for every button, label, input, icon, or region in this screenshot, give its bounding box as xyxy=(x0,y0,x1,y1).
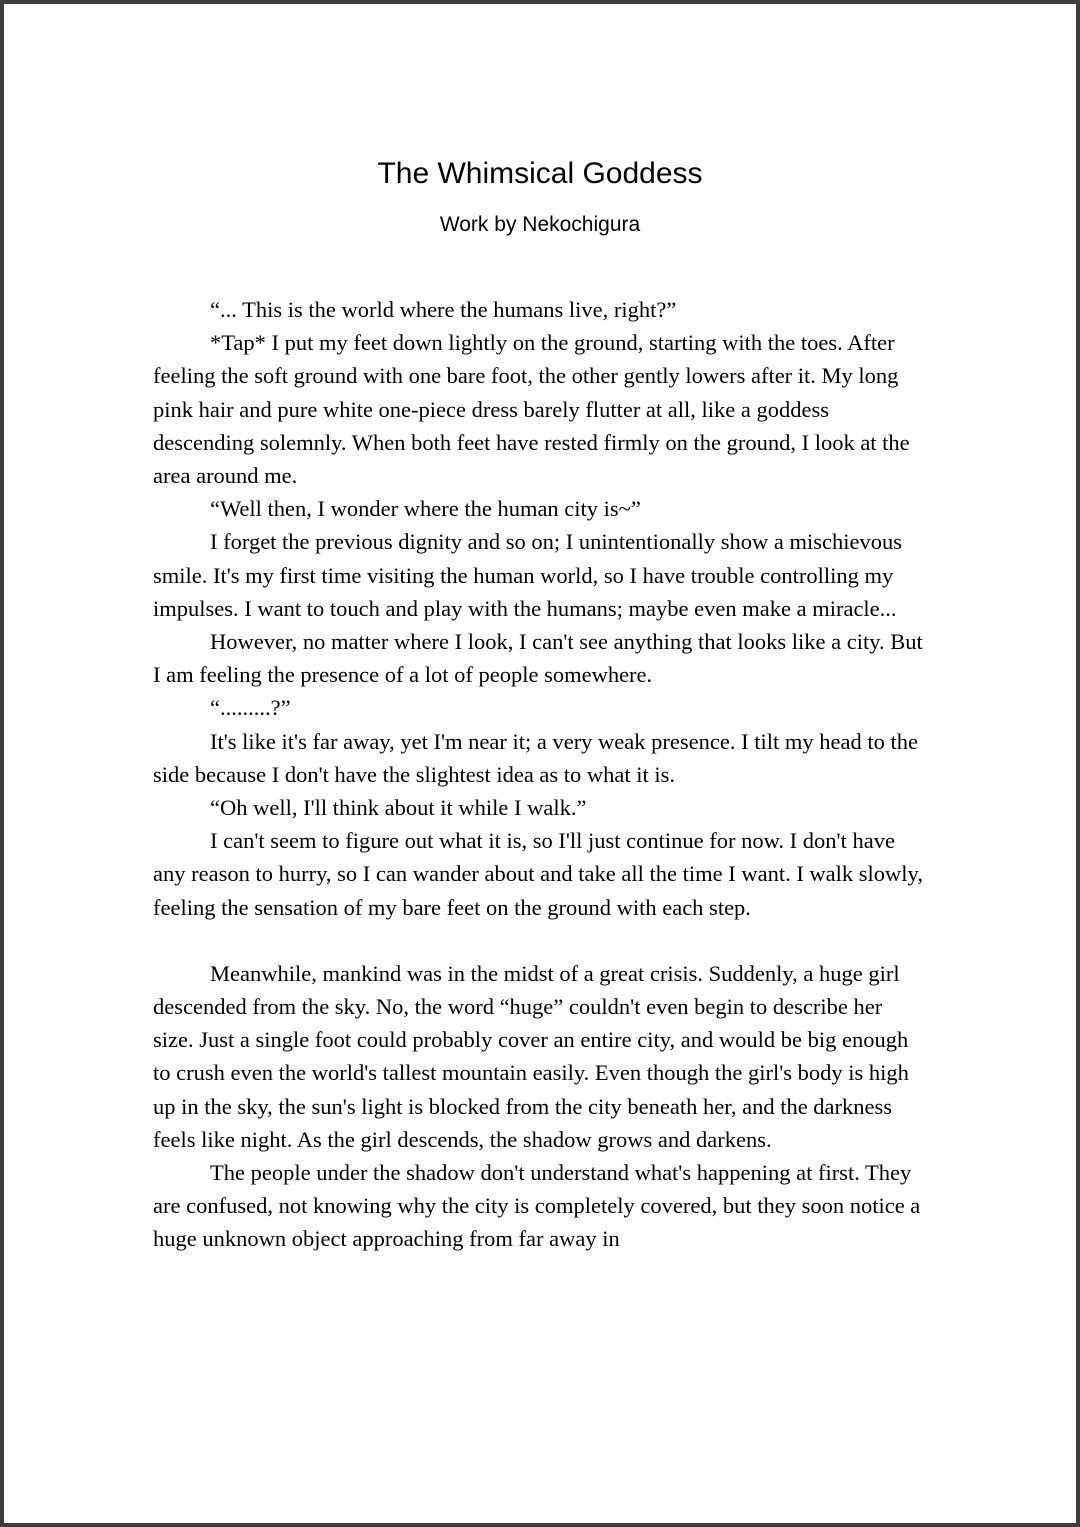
story-paragraph: “.........?” xyxy=(210,695,291,721)
story-paragraph: I can't seem to figure out what it is, so I'll just continue for now. I don't have any reason to hurry, so I can wander about and take all the time I want. I walk slowly, feeling the sensation of my bare feet on the ground with each step. xyxy=(153,828,923,920)
story-paragraph: “Oh well, I'll think about it while I walk.” xyxy=(210,795,587,821)
story-paragraph: Meanwhile, mankind was in the midst of a great crisis. Suddenly, a huge girl descended from the sky. No, the word “huge” couldn't even begin to describe her size. Just a single foot could probably cover an entire city, and would be big enough to crush even the world's tallest mountain easily. Even though the girl's body is high up in the sky, the sun's light is blocked from the city beneath her, and the darkness feels like night. As the girl descends, the shadow grows and darkens. xyxy=(153,960,909,1152)
story-paragraph: It's like it's far away, yet I'm near it; a very weak presence. I tilt my head to the side because I don't have the slightest idea as to what it is. xyxy=(153,728,918,787)
story-paragraph: *Tap* I put my feet down lightly on the ground, starting with the toes. After feeling the soft ground with one bare foot, the other gently lowers after it. My long pink hair and pure white one-piece dress barely flutter at all, like a goddess descending solemnly. When both feet have rested firmly on the ground, I look at the area around me. xyxy=(153,330,910,489)
byline: Work by Nekochigura xyxy=(439,213,641,236)
page-title: The Whimsical Goddess xyxy=(377,157,703,190)
story-paragraph: I forget the previous dignity and so on; I unintentionally show a mischievous smile. It's my first time visiting the human world, so I have trouble controlling my impulses. I want to touch and play with the humans; maybe even make a miracle... xyxy=(153,529,902,621)
story-paragraph: “Well then, I wonder where the human city is~” xyxy=(210,496,641,522)
story-paragraph: “... This is the world where the humans live, right?” xyxy=(210,297,677,322)
story-paragraph: However, no matter where I look, I can't see anything that looks like a city. But I am feeling the presence of a lot of people somewhere. xyxy=(153,629,923,688)
story-body xyxy=(153,293,926,1256)
story-paragraph: The people under the shadow don't understand what's happening at first. They are confused, not knowing why the city is completely covered, but they soon notice a huge unknown object approaching from far away in xyxy=(153,1160,921,1252)
